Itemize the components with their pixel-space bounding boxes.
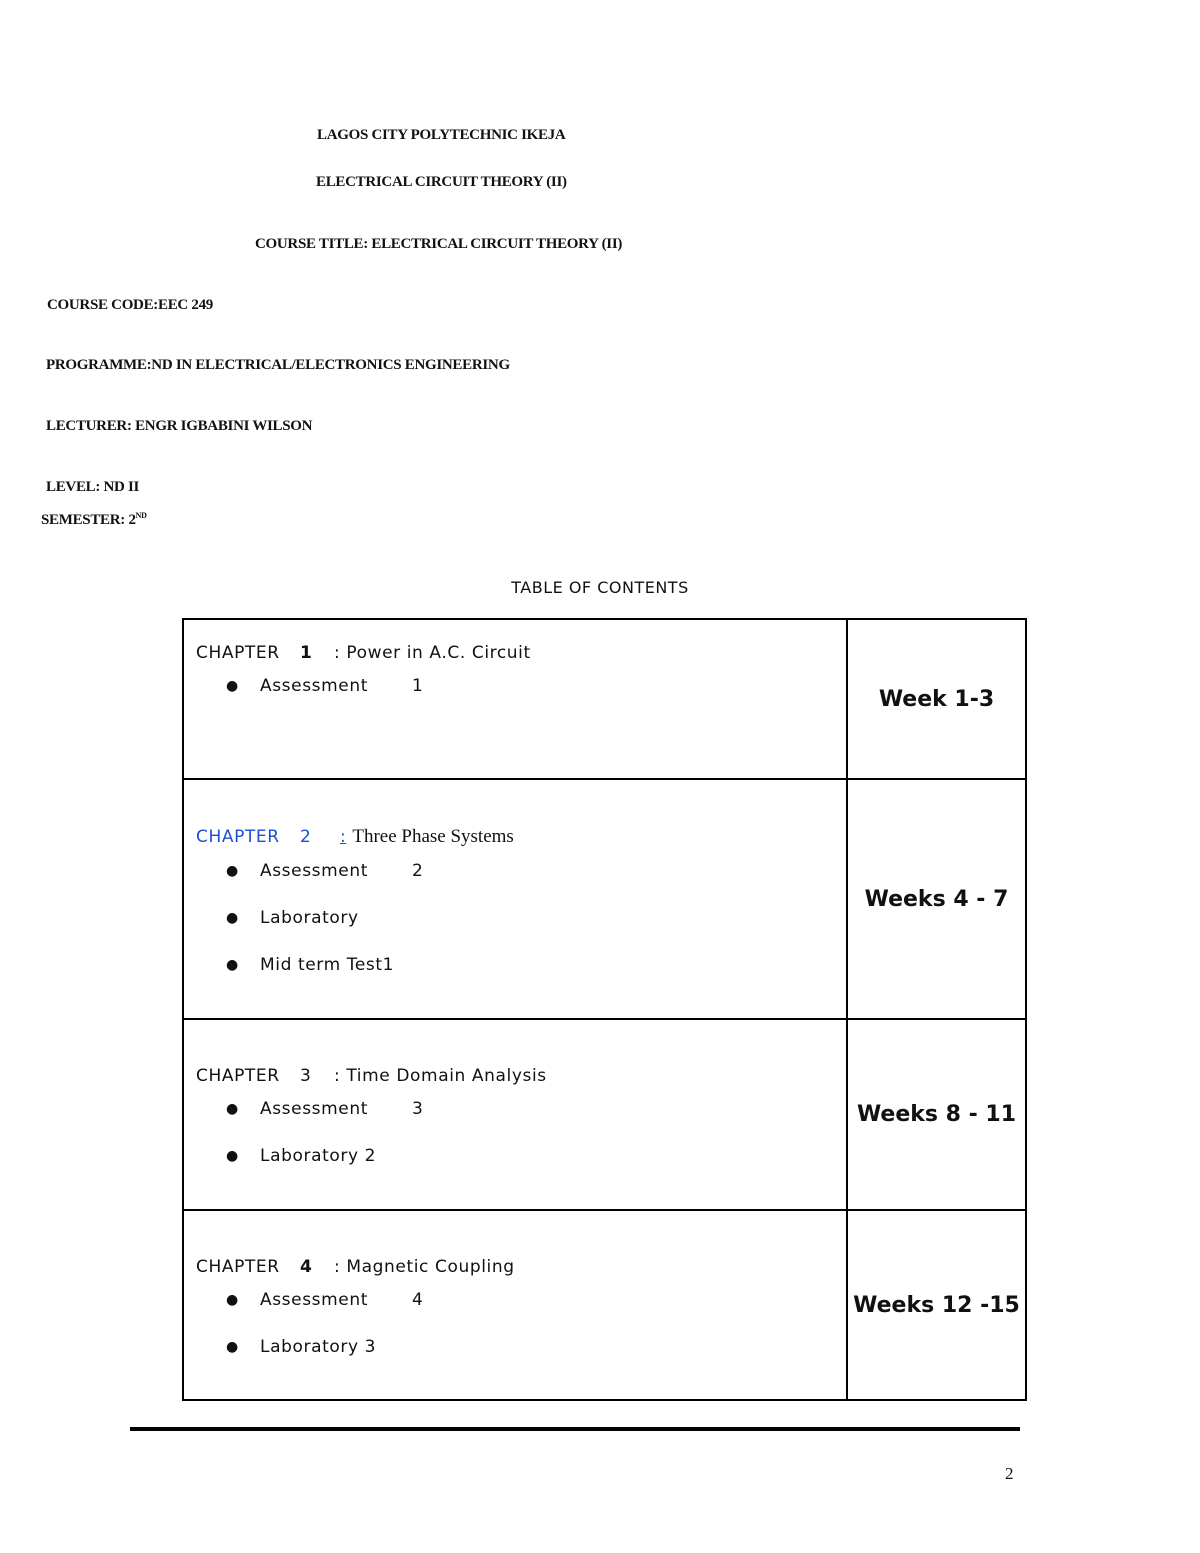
level: LEVEL: ND II — [46, 479, 140, 495]
chapter-3-number: 3 — [300, 1066, 312, 1086]
item-label: Assessment — [260, 1099, 368, 1119]
chapter-2-heading — [196, 826, 846, 848]
toc-row-1-weeks: Week 1-3 — [847, 619, 1026, 779]
item-label: Mid term Test1 — [260, 955, 395, 975]
item-label: Assessment — [260, 676, 368, 696]
chapter-3-heading — [196, 1066, 846, 1086]
semester-text: SEMESTER: 2 — [41, 512, 136, 528]
bullet-icon: ● — [226, 957, 239, 973]
toc-row-2-content — [183, 779, 847, 1019]
chapter-1-items — [196, 663, 846, 710]
list-item — [196, 942, 846, 989]
list-item — [196, 1086, 846, 1133]
chapter-3-title: : Time Domain Analysis — [334, 1066, 547, 1086]
bullet-icon: ● — [226, 678, 239, 694]
chapter-4-title: : Magnetic Coupling — [334, 1257, 515, 1277]
toc-heading: TABLE OF CONTENTS — [511, 578, 689, 597]
toc-row-1 — [183, 619, 1026, 779]
course-heading: ELECTRICAL CIRCUIT THEORY (II) — [316, 174, 567, 190]
toc-row-3-content — [183, 1019, 847, 1210]
list-item — [196, 895, 846, 942]
item-number: 1 — [412, 676, 424, 696]
chapter-2-separator: : — [340, 827, 347, 847]
semester-suffix: ND — [135, 511, 147, 520]
lecturer: LECTURER: ENGR IGBABINI WILSON — [46, 418, 313, 434]
list-item — [196, 1133, 846, 1180]
toc-row-4 — [183, 1210, 1026, 1400]
list-item — [196, 1277, 846, 1324]
chapter-3-items — [196, 1086, 846, 1180]
item-number: 3 — [412, 1099, 424, 1119]
bullet-icon: ● — [226, 910, 239, 926]
toc-row-3-weeks: Weeks 8 - 11 — [847, 1019, 1026, 1210]
chapter-2-number: 2 — [300, 827, 312, 847]
toc-row-1-content — [183, 619, 847, 779]
footer-divider — [130, 1427, 1020, 1431]
item-label: Assessment — [260, 1290, 368, 1310]
chapter-4-items — [196, 1277, 846, 1371]
toc-row-4-content — [183, 1210, 847, 1400]
course-code: COURSE CODE:EEC 249 — [47, 297, 213, 313]
chapter-1-title: : Power in A.C. Circuit — [334, 643, 531, 663]
programme: PROGRAMME:ND IN ELECTRICAL/ELECTRONICS ENGINEERING — [46, 357, 510, 373]
bullet-icon: ● — [226, 863, 239, 879]
item-label: Laboratory — [260, 908, 359, 928]
semester — [41, 511, 147, 529]
institution-name: LAGOS CITY POLYTECHNIC IKEJA — [317, 127, 566, 143]
chapter-4-heading — [196, 1257, 846, 1277]
toc-table — [182, 618, 1027, 1401]
bullet-icon: ● — [226, 1292, 239, 1308]
list-item — [196, 1324, 846, 1371]
item-number: 2 — [412, 861, 424, 881]
chapter-1-heading — [196, 643, 846, 663]
course-title: COURSE TITLE: ELECTRICAL CIRCUIT THEORY (II) — [255, 236, 623, 252]
page-number: 2 — [1005, 1464, 1014, 1483]
chapter-2-items — [196, 848, 846, 989]
chapter-4-word: CHAPTER — [196, 1257, 280, 1277]
toc-row-2-weeks: Weeks 4 - 7 — [847, 779, 1026, 1019]
chapter-1-word: CHAPTER — [196, 643, 280, 663]
chapter-1-number: 1 — [300, 643, 313, 663]
chapter-2-word: CHAPTER — [196, 827, 280, 847]
chapter-3-word: CHAPTER — [196, 1066, 280, 1086]
item-label: Laboratory 3 — [260, 1337, 377, 1357]
list-item — [196, 848, 846, 895]
chapter-2-link[interactable] — [196, 827, 346, 847]
bullet-icon: ● — [226, 1148, 239, 1164]
list-item — [196, 663, 846, 710]
item-label: Assessment — [260, 861, 368, 881]
chapter-2-title: Three Phase Systems — [352, 826, 514, 847]
item-number: 4 — [412, 1290, 424, 1310]
bullet-icon: ● — [226, 1339, 239, 1355]
bullet-icon: ● — [226, 1101, 239, 1117]
chapter-4-number: 4 — [300, 1257, 313, 1277]
toc-row-3 — [183, 1019, 1026, 1210]
item-label: Laboratory 2 — [260, 1146, 377, 1166]
toc-row-4-weeks: Weeks 12 -15 — [847, 1210, 1026, 1400]
toc-row-2 — [183, 779, 1026, 1019]
